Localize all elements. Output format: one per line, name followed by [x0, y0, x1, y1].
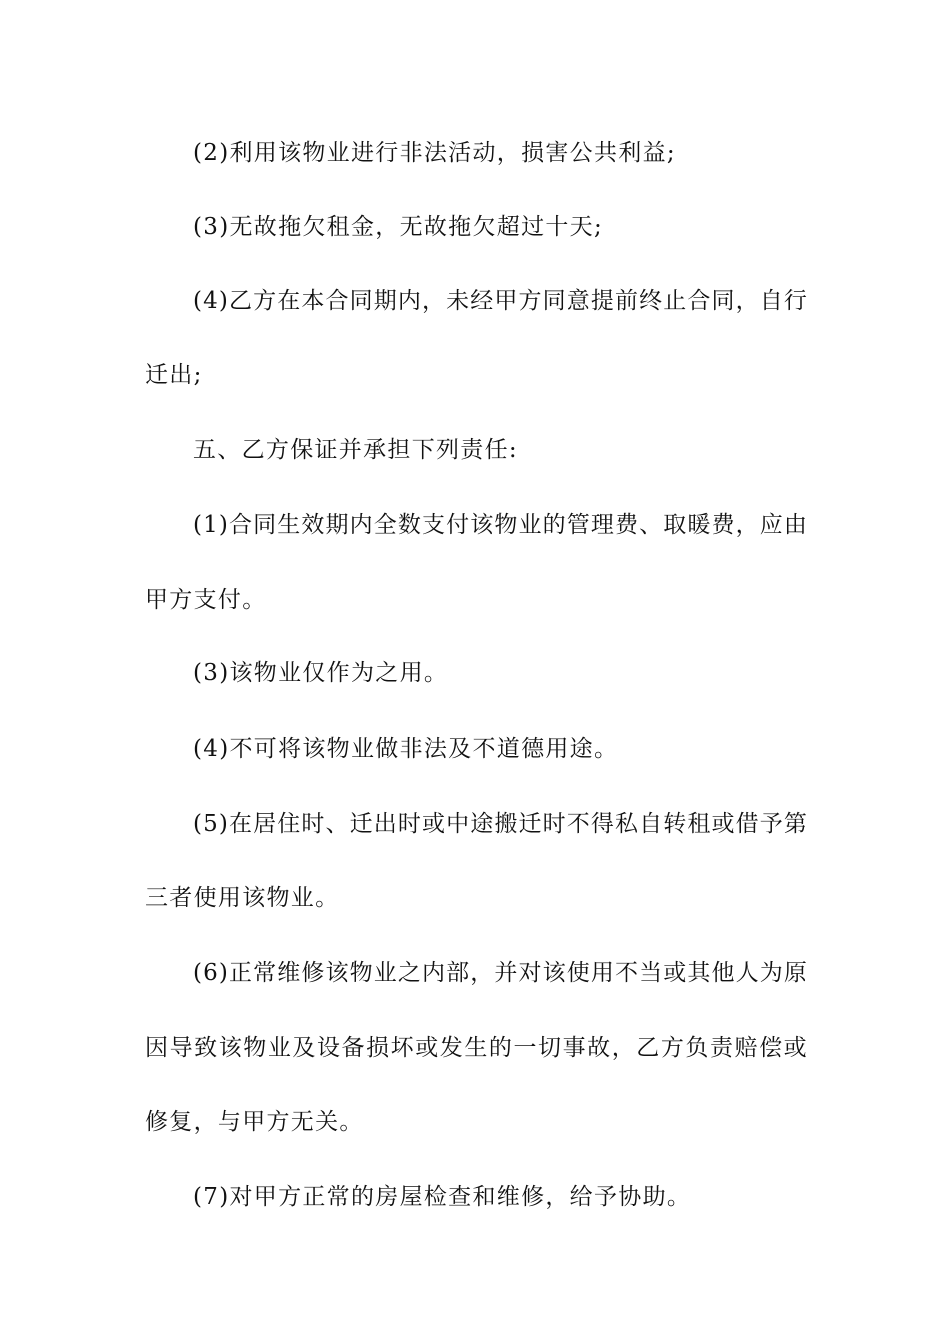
responsibility-6-line-2: 因 导 致 该 物 业 及 设 备 损 坏 或 发 生 的 一 切 事 故 ， 乙 方 负 责 赔 偿 或 [145, 1035, 807, 1061]
responsibility-6-line-3: 修复，与甲方无关。 [145, 1109, 364, 1135]
responsibility-3-line: (3)该物业仅作为之用。 [193, 660, 449, 686]
responsibility-5-line-1: ( 5 ) 在 居 住 时 、 迁 出 时 或 中 途 搬 迁 时 不 得 私 自 转 租 或 借 予 第 [193, 811, 807, 837]
responsibility-7-line: (7)对甲方正常的房屋检查和维修，给予协助。 [193, 1184, 692, 1210]
clause-4-line-1: ( 4 ) 乙 方 在 本 合 同 期 内 ， 未 经 甲 方 同 意 提 前 终 止 合 同 ， 自 行 [193, 288, 807, 314]
clause-2-line: (2)利用该物业进行非法活动，损害公共利益; [193, 140, 676, 166]
clause-4-line-2: 迁出; [145, 362, 203, 388]
responsibility-5-line-2: 三者使用该物业。 [145, 885, 340, 911]
responsibility-1-line-1: ( 1 ) 合 同 生 效 期 内 全 数 支 付 该 物 业 的 管 理 费 、 取 暖 费 ， 应 由 [193, 512, 807, 538]
responsibility-4-line: (4)不可将该物业做非法及不道德用途。 [193, 736, 619, 762]
responsibility-1-line-2: 甲方支付。 [145, 587, 267, 613]
responsibility-6-line-1: ( 6 ) 正 常 维 修 该 物 业 之 内 部 ， 并 对 该 使 用 不 当 或 其 他 人 为 原 [193, 960, 807, 986]
clause-3-line: (3)无故拖欠租金，无故拖欠超过十天; [193, 214, 604, 240]
section-5-heading: 五、乙方保证并承担下列责任: [193, 437, 518, 463]
